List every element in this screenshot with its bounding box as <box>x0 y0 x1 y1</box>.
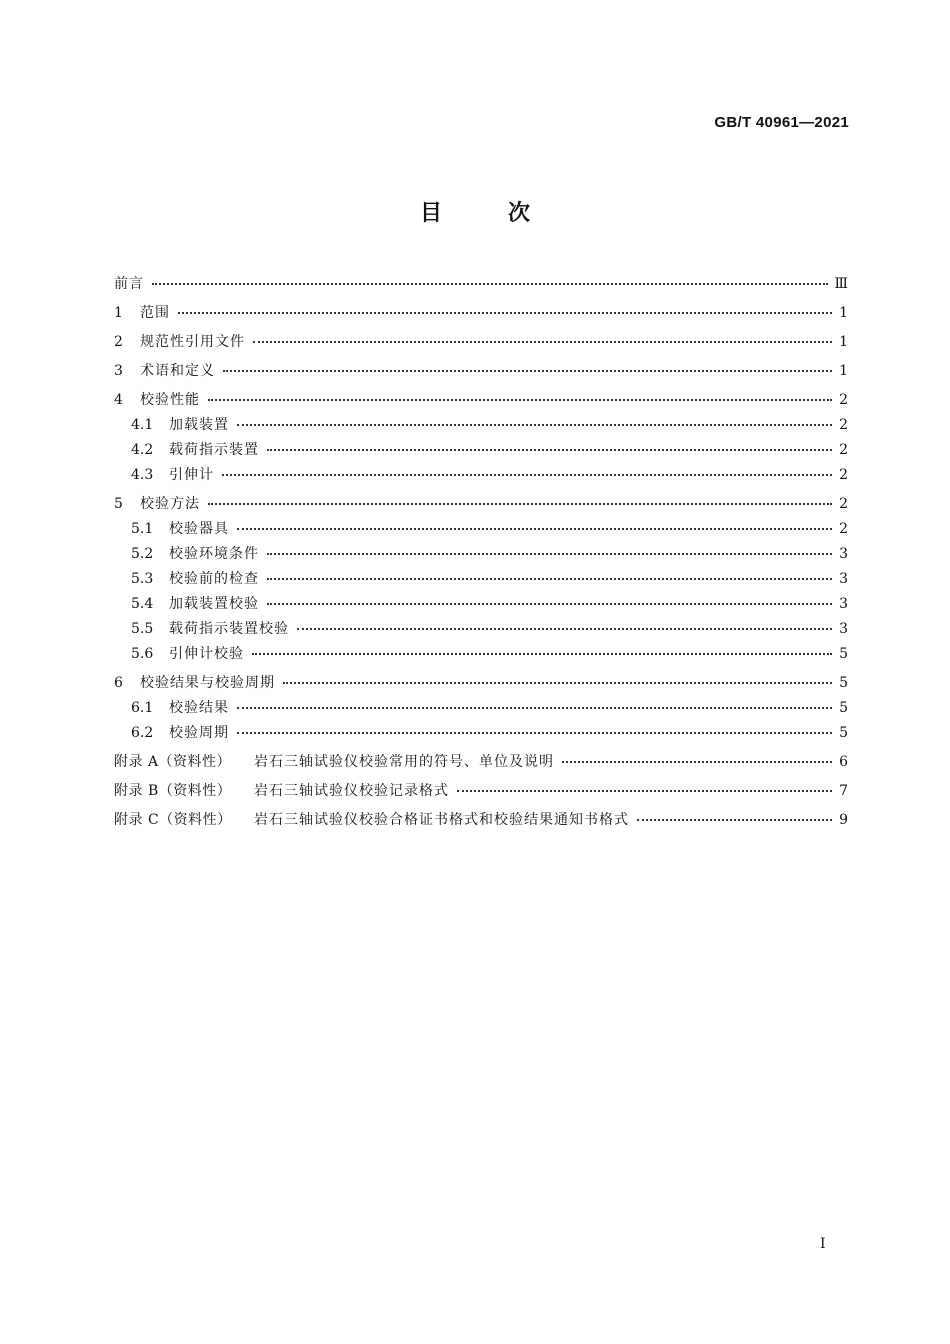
toc-dot-leader <box>637 810 832 824</box>
toc-dot-leader <box>267 569 832 583</box>
toc-entry-page: 1 <box>839 363 848 379</box>
toc-entry-page: Ⅲ <box>834 276 848 292</box>
toc-entry-title: 校验结果 <box>169 700 229 716</box>
toc-entry-title: 岩石三轴试验仪校验合格证书格式和校验结果通知书格式 <box>254 812 629 828</box>
toc-dot-leader <box>237 519 832 533</box>
toc-entry[interactable] <box>114 671 848 696</box>
toc-entry[interactable] <box>114 721 848 746</box>
toc-dot-leader <box>253 332 832 346</box>
toc-dot-leader <box>237 698 832 712</box>
toc-entry[interactable] <box>114 517 848 542</box>
toc-entry[interactable] <box>114 779 848 804</box>
toc-entry-title: 载荷指示装置校验 <box>169 621 289 637</box>
toc-entry-number: 2 <box>114 334 123 350</box>
page-folio: Ⅰ <box>820 1236 826 1252</box>
toc-entry[interactable] <box>114 567 848 592</box>
toc-dot-leader <box>223 361 832 375</box>
toc-entry-number: 5.6 <box>131 646 154 662</box>
toc-dot-leader <box>237 723 832 737</box>
toc-entry-page: 9 <box>839 812 848 828</box>
toc-entry[interactable] <box>114 617 848 642</box>
toc-entry[interactable] <box>114 750 848 775</box>
toc-entry[interactable] <box>114 642 848 667</box>
toc-entry[interactable] <box>114 301 848 326</box>
toc-entry-number: 4.1 <box>131 417 154 433</box>
toc-entry-title: 加载装置 <box>169 417 229 433</box>
toc-entry-title: 校验前的检查 <box>169 571 259 587</box>
toc-dot-leader <box>267 544 832 558</box>
toc-entry-page: 2 <box>839 392 848 408</box>
table-of-contents <box>114 272 848 833</box>
toc-entry-number: 5 <box>114 496 123 512</box>
toc-dot-leader <box>152 274 828 288</box>
toc-entry-page: 2 <box>839 467 848 483</box>
toc-dot-leader <box>562 752 832 766</box>
toc-entry-page: 1 <box>839 305 848 321</box>
toc-entry-number: 5.3 <box>131 571 154 587</box>
toc-entry-title: 岩石三轴试验仪校验记录格式 <box>254 783 449 799</box>
standard-code: GB/T 40961—2021 <box>714 114 849 131</box>
toc-entry-page: 2 <box>839 442 848 458</box>
toc-entry-title: 校验方法 <box>140 496 200 512</box>
toc-entry-title: 术语和定义 <box>140 363 215 379</box>
toc-entry-number: 6 <box>114 675 123 691</box>
toc-entry-page: 5 <box>839 646 848 662</box>
toc-entry-title: 加载装置校验 <box>169 596 259 612</box>
toc-entry[interactable] <box>114 808 848 833</box>
toc-entry-title: 校验周期 <box>169 725 229 741</box>
toc-entry[interactable] <box>114 492 848 517</box>
toc-entry-title: 载荷指示装置 <box>169 442 259 458</box>
toc-entry-page: 5 <box>839 675 848 691</box>
toc-dot-leader <box>178 303 832 317</box>
toc-entry-title: 校验环境条件 <box>169 546 259 562</box>
toc-entry-page: 2 <box>839 521 848 537</box>
toc-entry-number: 5.2 <box>131 546 154 562</box>
toc-entry-number: 1 <box>114 305 123 321</box>
toc-entry-number: 5.1 <box>131 521 154 537</box>
toc-entry-number: 5.5 <box>131 621 154 637</box>
toc-entry-number: 6.1 <box>131 700 154 716</box>
toc-entry[interactable] <box>114 330 848 355</box>
toc-dot-leader <box>297 619 832 633</box>
toc-entry-title: 校验结果与校验周期 <box>140 675 275 691</box>
toc-entry-title: 校验器具 <box>169 521 229 537</box>
toc-entry-title: 引伸计校验 <box>169 646 244 662</box>
toc-entry-page: 3 <box>839 621 848 637</box>
toc-entry[interactable] <box>114 438 848 463</box>
toc-entry-number: 4 <box>114 392 123 408</box>
toc-entry-page: 3 <box>839 546 848 562</box>
toc-entry-page: 2 <box>839 417 848 433</box>
toc-entry[interactable] <box>114 542 848 567</box>
toc-entry[interactable] <box>114 696 848 721</box>
toc-entry-number: 4.2 <box>131 442 154 458</box>
toc-entry-page: 5 <box>839 725 848 741</box>
toc-entry-number: 4.3 <box>131 467 154 483</box>
toc-dot-leader <box>267 440 832 454</box>
toc-entry-number: 附录 B（资料性） <box>114 783 232 799</box>
toc-dot-leader <box>208 494 832 508</box>
toc-entry-page: 5 <box>839 700 848 716</box>
toc-entry-number: 3 <box>114 363 123 379</box>
toc-entry-title: 前言 <box>114 276 144 292</box>
toc-entry-title: 岩石三轴试验仪校验常用的符号、单位及说明 <box>254 754 554 770</box>
toc-dot-leader <box>267 594 832 608</box>
toc-entry-page: 1 <box>839 334 848 350</box>
toc-dot-leader <box>208 390 832 404</box>
toc-entry-number: 附录 C（资料性） <box>114 812 232 828</box>
toc-dot-leader <box>283 673 832 687</box>
toc-entry[interactable] <box>114 592 848 617</box>
toc-dot-leader <box>222 465 832 479</box>
toc-entry-title: 引伸计 <box>169 467 214 483</box>
toc-entry-page: 7 <box>839 783 848 799</box>
toc-entry-page: 2 <box>839 496 848 512</box>
toc-entry-page: 3 <box>839 571 848 587</box>
toc-entry-title: 校验性能 <box>140 392 200 408</box>
toc-entry-page: 3 <box>839 596 848 612</box>
toc-dot-leader <box>457 781 832 795</box>
toc-entry-page: 6 <box>839 754 848 770</box>
toc-dot-leader <box>252 644 832 658</box>
toc-title: 目 次 <box>419 201 552 226</box>
toc-entry-number: 5.4 <box>131 596 154 612</box>
toc-entry[interactable] <box>114 388 848 413</box>
toc-entry[interactable] <box>114 272 848 297</box>
toc-dot-leader <box>237 415 832 429</box>
toc-entry-title: 规范性引用文件 <box>140 334 245 350</box>
toc-entry-number: 6.2 <box>131 725 154 741</box>
toc-entry[interactable] <box>114 413 848 438</box>
toc-entry[interactable] <box>114 463 848 488</box>
toc-entry-title: 范围 <box>140 305 170 321</box>
toc-entry[interactable] <box>114 359 848 384</box>
toc-entry-number: 附录 A（资料性） <box>114 754 232 770</box>
